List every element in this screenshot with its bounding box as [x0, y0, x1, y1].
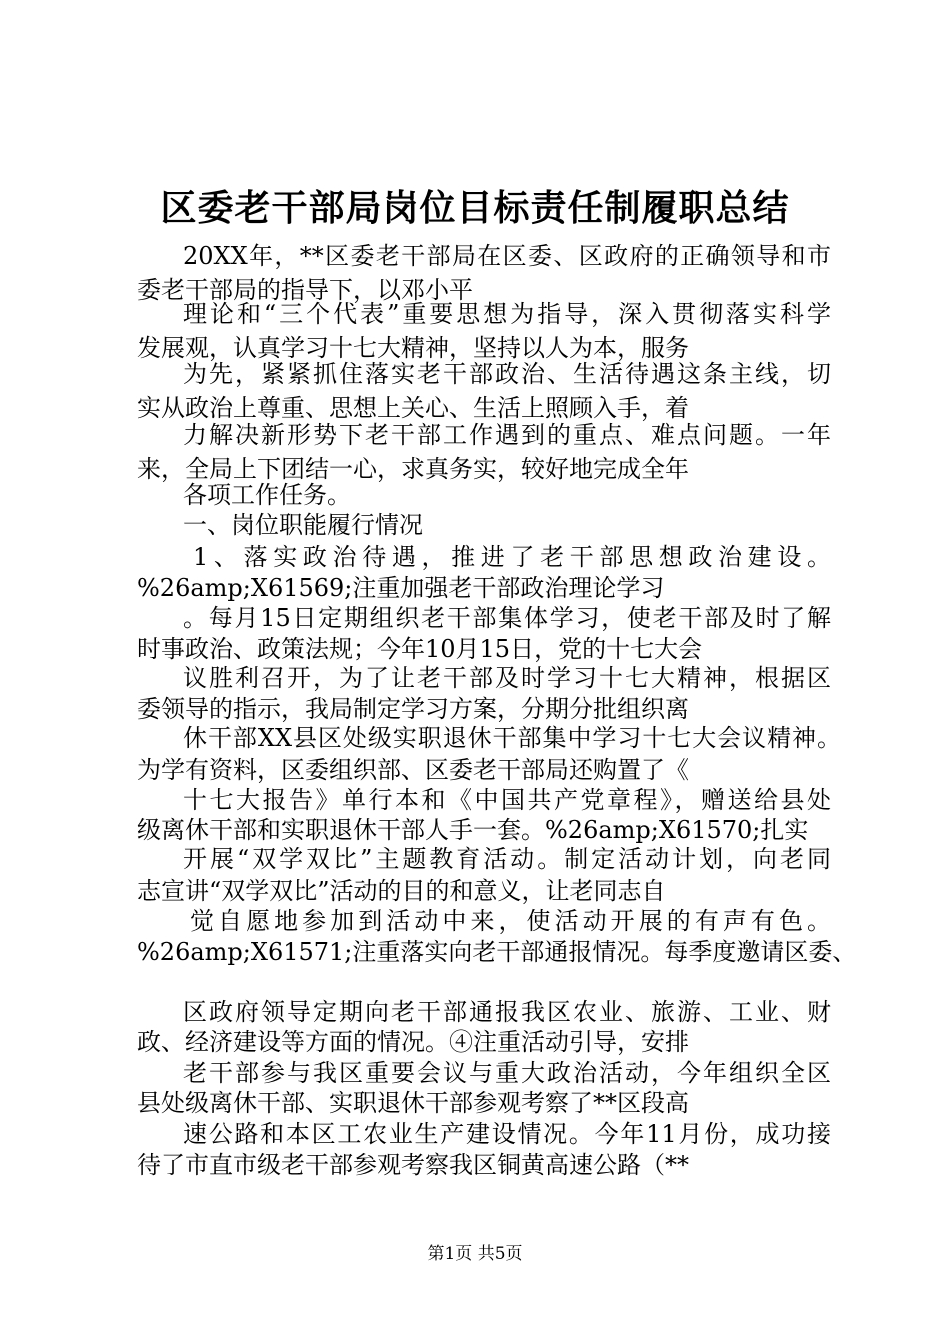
- body-line: 时事政治、政策法规；今年10月15日，党的十七大会: [137, 635, 703, 663]
- body-line: 政、经济建设等方面的情况。④注重活动引导，安排: [137, 1028, 689, 1056]
- body-line: 为学有资料，区委组织部、区委老干部局还购置了《: [137, 756, 689, 784]
- body-line: 志宣讲“双学双比”活动的目的和意义，让老同志自: [137, 877, 666, 905]
- body-line: 速公路和本区工农业生产建设情况。今年11月份，成功接: [183, 1120, 831, 1148]
- body-line: 20XX年，**区委老干部局在区委、区政府的正确领导和市: [183, 242, 831, 270]
- body-line: 议胜利召开，为了让老干部及时学习十七大精神，根据区: [183, 664, 831, 692]
- body-line: 1、落实政治待遇，推进了老干部思想政治建设。: [193, 543, 831, 571]
- body-line: 开展“双学双比”主题教育活动。制定活动计划，向老同: [183, 845, 831, 873]
- body-line: %26amp;X61571;注重落实向老干部通报情况。每季度邀请区委、: [137, 938, 857, 966]
- body-line: %26amp;X61569;注重加强老干部政治理论学习: [137, 574, 665, 602]
- body-line: 区政府领导定期向老干部通报我区农业、旅游、工业、财: [183, 998, 831, 1026]
- document-title: 区委老干部局岗位目标责任制履职总结: [160, 187, 790, 229]
- body-line: 力解决新形势下老干部工作遇到的重点、难点问题。一年: [183, 421, 831, 449]
- body-line: 为先，紧紧抓住落实老干部政治、生活待遇这条主线，切: [183, 360, 831, 388]
- body-line: 老干部参与我区重要会议与重大政治活动，今年组织全区: [183, 1059, 831, 1087]
- body-line: 委领导的指示，我局制定学习方案，分期分批组织离: [137, 695, 689, 723]
- page-number-footer: 第1页 共5页: [427, 1244, 523, 1264]
- body-line: 县处级离休干部、实职退休干部参观考察了**区段高: [137, 1089, 689, 1117]
- body-line: 发展观，认真学习十七大精神，坚持以人为本，服务: [137, 334, 689, 362]
- body-line: 休干部XX县区处级实职退休干部集中学习十七大会议精神。: [183, 724, 841, 752]
- body-line: 来，全局上下团结一心，求真务实，较好地完成全年: [137, 455, 689, 483]
- section-heading: 一、岗位职能履行情况: [183, 511, 423, 539]
- body-line: 级离休干部和实职退休干部人手一套。%26amp;X61570;扎实: [137, 816, 809, 844]
- body-line: 十七大报告》单行本和《中国共产党章程》，赠送给县处: [183, 786, 831, 814]
- body-line: 各项工作任务。: [183, 481, 351, 509]
- body-line: 理论和“三个代表”重要思想为指导，深入贯彻落实科学: [183, 300, 831, 328]
- body-line: 。每月15日定期组织老干部集体学习，使老干部及时了解: [183, 604, 831, 632]
- body-line: 委老干部局的指导下，以邓小平: [137, 276, 473, 304]
- body-line: 觉自愿地参加到活动中来，使活动开展的有声有色。: [190, 907, 831, 935]
- body-line: 待了市直市级老干部参观考察我区铜黄高速公路（**: [137, 1151, 689, 1179]
- body-line: 实从政治上尊重、思想上关心、生活上照顾入手，着: [137, 394, 689, 422]
